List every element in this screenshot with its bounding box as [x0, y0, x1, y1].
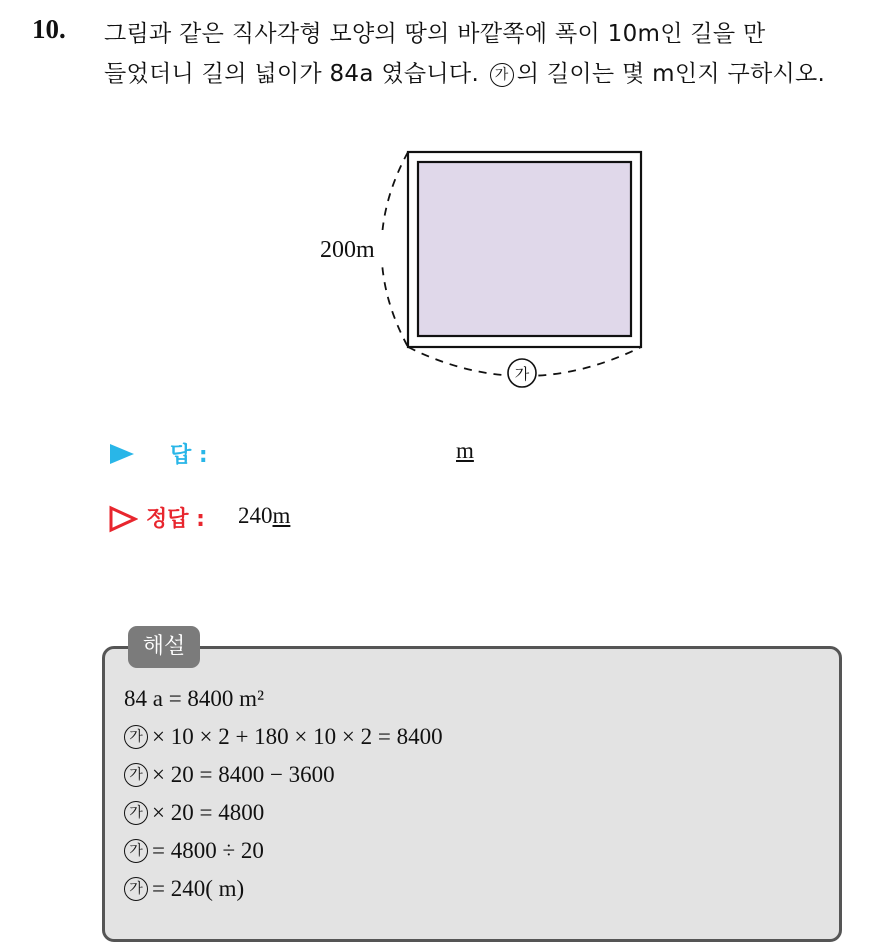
question-line-2	[104, 54, 864, 94]
key-answer-triangle-icon	[108, 505, 138, 533]
key-answer-label: 정답 :	[146, 507, 205, 532]
key-answer-number: 240	[238, 503, 273, 528]
question-line-1: 그림과 같은 직사각형 모양의 땅의 바깥쪽에 폭이 10m인 길을 만	[104, 21, 766, 47]
answer-unit: m	[456, 438, 474, 463]
solution-line	[124, 680, 443, 718]
solution-line-text: × 20 = 8400 − 3600	[152, 762, 335, 787]
question-line-2-start: 들었더니 길의 넓이가 84a 였습니다.	[104, 61, 480, 87]
rectangle-field-diagram	[300, 130, 660, 400]
answer-label: 답 :	[170, 443, 208, 468]
solution-line-text: × 20 = 4800	[152, 800, 265, 825]
solution-line	[124, 794, 443, 832]
solution-line-text: × 10 × 2 + 180 × 10 × 2 = 8400	[152, 724, 443, 749]
question-text	[104, 14, 864, 94]
circled-ga-symbol: 가	[490, 63, 514, 87]
solution-line	[124, 718, 443, 756]
key-answer-unit: m	[272, 503, 291, 528]
circled-ga-symbol: 가	[124, 763, 148, 787]
bottom-label-ga: 가	[514, 365, 530, 383]
solution-line	[124, 870, 443, 908]
answer-triangle-icon	[108, 442, 136, 466]
circled-ga-symbol: 가	[124, 801, 148, 825]
solution-line-text: 84 a = 8400 m²	[124, 686, 264, 711]
solution-line-text: = 4800 ÷ 20	[152, 838, 264, 863]
inner-field	[418, 162, 631, 336]
solution-lines	[124, 680, 443, 908]
circled-ga-symbol: 가	[124, 725, 148, 749]
circled-ga-symbol: 가	[124, 839, 148, 863]
question-line-2-end: 의 길이는 몇 m인지 구하시오.	[516, 61, 826, 87]
solution-line	[124, 756, 443, 794]
solution-line-text: = 240( m)	[152, 876, 245, 901]
question-number: 10.	[32, 14, 66, 44]
circled-ga-symbol: 가	[124, 877, 148, 901]
solution-line	[124, 832, 443, 870]
solution-tag: 해설	[128, 626, 200, 668]
key-answer-value	[238, 503, 290, 529]
side-length-label: 200m	[320, 237, 375, 263]
